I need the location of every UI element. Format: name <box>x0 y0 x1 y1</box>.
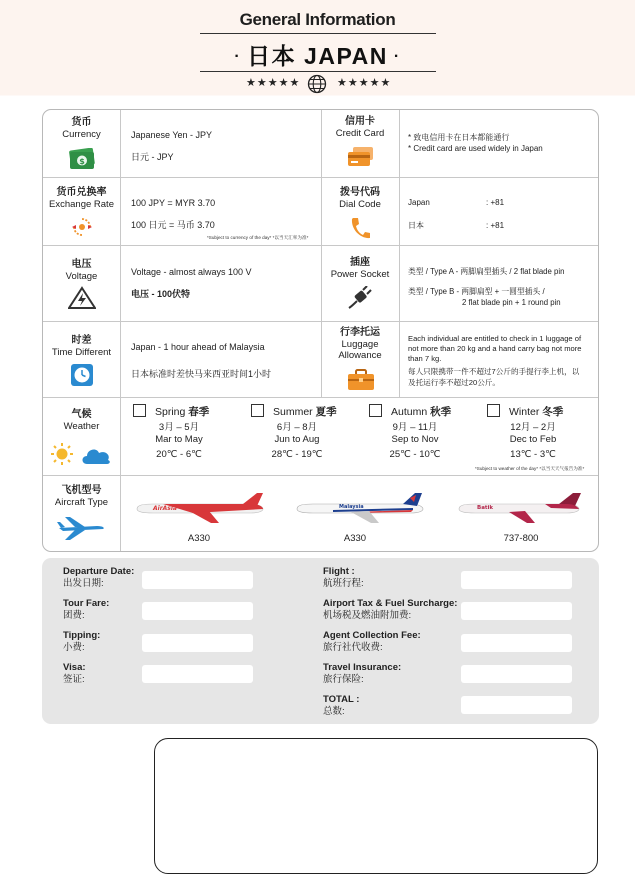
season-months-cn: 3月 – 5月 <box>158 422 200 433</box>
currency-label-en: Currency <box>62 129 101 140</box>
season-en: Winter <box>509 406 540 418</box>
label-en: TOTAL : <box>323 694 360 705</box>
departure-date-label <box>63 566 134 590</box>
divider <box>120 476 121 552</box>
dial-country-1: Japan <box>408 198 430 207</box>
phone-icon <box>349 216 371 240</box>
row-time <box>43 321 599 397</box>
season-temp: 25℃ - 10℃ <box>389 449 441 460</box>
airport-tax-label <box>323 598 457 622</box>
agent-fee-input[interactable] <box>461 634 572 652</box>
currency-line-1: Japanese Yen - JPY <box>131 130 213 140</box>
departure-date-input[interactable] <box>142 571 253 589</box>
airplane-icon <box>57 516 107 542</box>
season-en: Autumn <box>391 406 428 418</box>
header <box>0 0 635 100</box>
season-title-winter <box>509 404 563 419</box>
voltage-label-cn: 电压 <box>71 259 92 270</box>
total-label <box>323 694 359 718</box>
season-months-cn: 12月 – 2月 <box>510 422 556 433</box>
row-aircraft <box>43 475 599 552</box>
divider <box>120 398 121 475</box>
country-name: 日本 JAPAN <box>247 43 388 69</box>
aircraft-label-cn: 飞机型号 <box>61 485 102 496</box>
warning-voltage-icon <box>68 286 96 310</box>
stars-right: ★★★★★ <box>337 77 392 89</box>
exchange-note: *Subject to currency of the day* *以当天汇率为准* <box>207 235 309 240</box>
dial-code-label-cn: 拨号代码 <box>340 187 380 198</box>
season-cn: 秋季 <box>430 406 452 418</box>
season-cn: 冬季 <box>542 406 564 418</box>
label-en: Airport Tax & Fuel Surcharge: <box>323 598 458 609</box>
flight-label <box>323 566 364 590</box>
agent-fee-label <box>323 630 421 654</box>
divider <box>120 110 121 177</box>
season-en: Spring <box>155 406 186 418</box>
season-checkbox-winter[interactable] <box>487 404 500 417</box>
season-title-summer <box>273 404 337 419</box>
dial-code-label <box>321 187 399 210</box>
country-dot-left: · <box>234 48 242 65</box>
aircraft-label <box>43 485 120 508</box>
label-cn: 签证: <box>63 674 85 685</box>
weather-label-cn: 气候 <box>71 409 92 420</box>
divider <box>120 246 121 321</box>
label-cn: 团费: <box>63 610 85 621</box>
dial-code-label-en: Dial Code <box>339 199 381 210</box>
airasia-livery-text: AirAsia <box>153 505 177 512</box>
cloud-icon <box>80 444 112 466</box>
malaysia-plane-icon <box>293 493 425 525</box>
plug-icon <box>348 286 374 310</box>
info-table <box>42 109 599 552</box>
weather-note: *Subject to weather of the day* *以当天天气报告为准* <box>475 466 585 471</box>
season-months-en: Mar to May <box>155 434 203 445</box>
season-cn: 春季 <box>188 406 210 418</box>
exchange-line-2: 100 日元 = 马币 3.70 <box>131 220 215 230</box>
time-label-en: Time Different <box>51 347 112 358</box>
season-checkbox-autumn[interactable] <box>369 404 382 417</box>
label-cn: 机场税及燃油附加费: <box>323 610 412 621</box>
country-divider <box>200 71 436 72</box>
row-weather <box>43 397 599 475</box>
socket-label-en: Power Socket <box>330 269 390 280</box>
luggage-line-3: than 7 kg. <box>408 354 442 363</box>
page-title: General Information <box>239 10 396 29</box>
time-line-1: Japan - 1 hour ahead of Malaysia <box>131 342 265 352</box>
currency-line-2: 日元 - JPY <box>131 152 174 162</box>
divider <box>399 322 400 397</box>
voltage-label-en: Voltage <box>65 271 98 282</box>
insurance-label <box>323 662 401 686</box>
exchange-label-en: Exchange Rate <box>49 199 114 210</box>
label-cn: 旅行保险: <box>323 674 364 685</box>
money-icon <box>68 148 96 170</box>
plane-model-3: 737-800 <box>503 533 539 544</box>
season-temp: 13℃ - 3℃ <box>510 449 556 460</box>
exchange-icon <box>71 216 93 238</box>
row-voltage <box>43 245 599 321</box>
batik-plane-icon <box>455 493 583 525</box>
label-en: Departure Date: <box>63 566 135 577</box>
aircraft-label-en: Aircraft Type <box>54 497 109 508</box>
credit-card-icon <box>347 146 375 168</box>
luggage-line-1: Each individual are entitled to check in 1 luggage of <box>408 334 582 343</box>
insurance-input[interactable] <box>461 665 572 683</box>
luggage-line-5: 及托运行李不超过20公斤。 <box>408 378 500 387</box>
row-currency <box>43 110 599 177</box>
country-dot-right: · <box>393 48 401 65</box>
luggage-label <box>321 327 399 361</box>
label-cn: 旅行社代收费: <box>323 642 383 653</box>
label-en: Flight : <box>323 566 355 577</box>
luggage-line-4: 每人只限携带一件不超过7公斤的手提行李上机，以 <box>408 367 580 376</box>
malaysia-livery-text: Malaysia <box>339 504 364 510</box>
country-title <box>0 38 635 71</box>
label-en: Tipping: <box>63 630 101 641</box>
season-cn: 夏季 <box>315 406 337 418</box>
luggage-icon <box>347 369 375 391</box>
fee-form <box>42 558 599 724</box>
season-months-cn: 6月 – 8月 <box>276 422 318 433</box>
time-label <box>43 335 120 358</box>
time-line-2: 日本标准时差快马来西亚时间1小时 <box>131 369 272 379</box>
weather-label-en: Weather <box>63 421 100 432</box>
title-divider <box>200 33 436 34</box>
season-months-en: Jun to Aug <box>274 434 320 445</box>
socket-line-3: 2 flat blade pin + 1 round pin <box>462 298 561 307</box>
luggage-label-en-1: Luggage <box>341 339 379 350</box>
total-input[interactable] <box>461 696 572 714</box>
row-exchange <box>43 177 599 245</box>
divider <box>399 110 400 177</box>
plane-model-2: A330 <box>343 533 367 544</box>
tipping-input[interactable] <box>142 634 253 652</box>
season-months-en: Sep to Nov <box>391 434 439 445</box>
label-cn: 小费: <box>63 642 85 653</box>
socket-line-1: 类型 / Type A - 两脚扁型插头 / 2 flat blade pin <box>408 267 565 276</box>
tipping-label <box>63 630 100 654</box>
voltage-line-2: 电压 - 100伏特 <box>131 289 191 299</box>
visa-input[interactable] <box>142 665 253 683</box>
luggage-label-en-2: Allowance <box>338 350 382 361</box>
socket-line-2: 类型 / Type B - 两脚扁型 + 一圆型插头 / <box>408 287 545 296</box>
divider <box>120 322 121 397</box>
flight-input[interactable] <box>461 571 572 589</box>
credit-card-label <box>321 116 399 139</box>
season-checkbox-summer[interactable] <box>251 404 264 417</box>
luggage-line-2: not more than 20 kg and a hand carry bag not more <box>408 344 582 353</box>
label-en: Travel Insurance: <box>323 662 402 673</box>
label-en: Visa: <box>63 662 86 673</box>
credit-card-label-cn: 信用卡 <box>345 116 375 127</box>
luggage-label-cn: 行李托运 <box>340 327 380 338</box>
divider <box>120 178 121 245</box>
season-checkbox-spring[interactable] <box>133 404 146 417</box>
socket-label-cn: 插座 <box>350 257 370 268</box>
tour-fare-input[interactable] <box>142 602 253 620</box>
label-cn: 航班行程: <box>323 578 364 589</box>
svg-text:$: $ <box>79 157 85 166</box>
credit-card-line-1: * 致电信用卡在日本都能通行 <box>408 133 510 142</box>
time-label-cn: 时差 <box>71 335 92 346</box>
globe-icon <box>307 74 327 94</box>
season-en: Summer <box>273 406 313 418</box>
label-en: Tour Fare: <box>63 598 110 609</box>
season-months-cn: 9月 – 11月 <box>392 422 438 433</box>
plane-model-1: A330 <box>187 533 211 544</box>
season-title-spring <box>155 404 209 419</box>
visa-label <box>63 662 86 686</box>
voltage-line-1: Voltage - almost always 100 V <box>131 267 252 277</box>
season-months-en: Dec to Feb <box>509 434 557 445</box>
batik-livery-text: Batik <box>477 505 494 511</box>
exchange-label-cn: 货币兑换率 <box>56 187 107 198</box>
socket-label <box>321 257 399 280</box>
exchange-label <box>43 187 120 210</box>
credit-card-label-en: Credit Card <box>335 128 385 139</box>
season-title-autumn <box>391 404 451 419</box>
label-en: Agent Collection Fee: <box>323 630 421 641</box>
label-cn: 出发日期: <box>63 578 104 589</box>
airport-tax-input[interactable] <box>461 602 572 620</box>
sun-icon <box>50 442 74 466</box>
dial-country-2: 日本 <box>408 221 424 230</box>
airasia-plane-icon <box>133 493 265 525</box>
season-temp: 20℃ - 6℃ <box>156 449 202 460</box>
clock-icon <box>70 363 94 387</box>
dial-code-2: : +81 <box>486 221 505 230</box>
tour-fare-label <box>63 598 109 622</box>
divider <box>399 246 400 321</box>
season-temp: 28℃ - 19℃ <box>271 449 323 460</box>
dial-code-1: : +81 <box>486 198 505 207</box>
notes-box[interactable] <box>154 738 598 874</box>
divider <box>399 178 400 245</box>
credit-card-line-2: * Credit card are used widely in Japan <box>408 144 543 153</box>
voltage-label <box>43 259 120 282</box>
weather-label <box>43 409 120 432</box>
currency-label <box>43 117 120 140</box>
exchange-line-1: 100 JPY = MYR 3.70 <box>131 198 216 208</box>
stars-left: ★★★★★ <box>246 77 301 89</box>
label-cn: 总数: <box>323 706 345 717</box>
currency-label-cn: 货币 <box>71 117 92 128</box>
